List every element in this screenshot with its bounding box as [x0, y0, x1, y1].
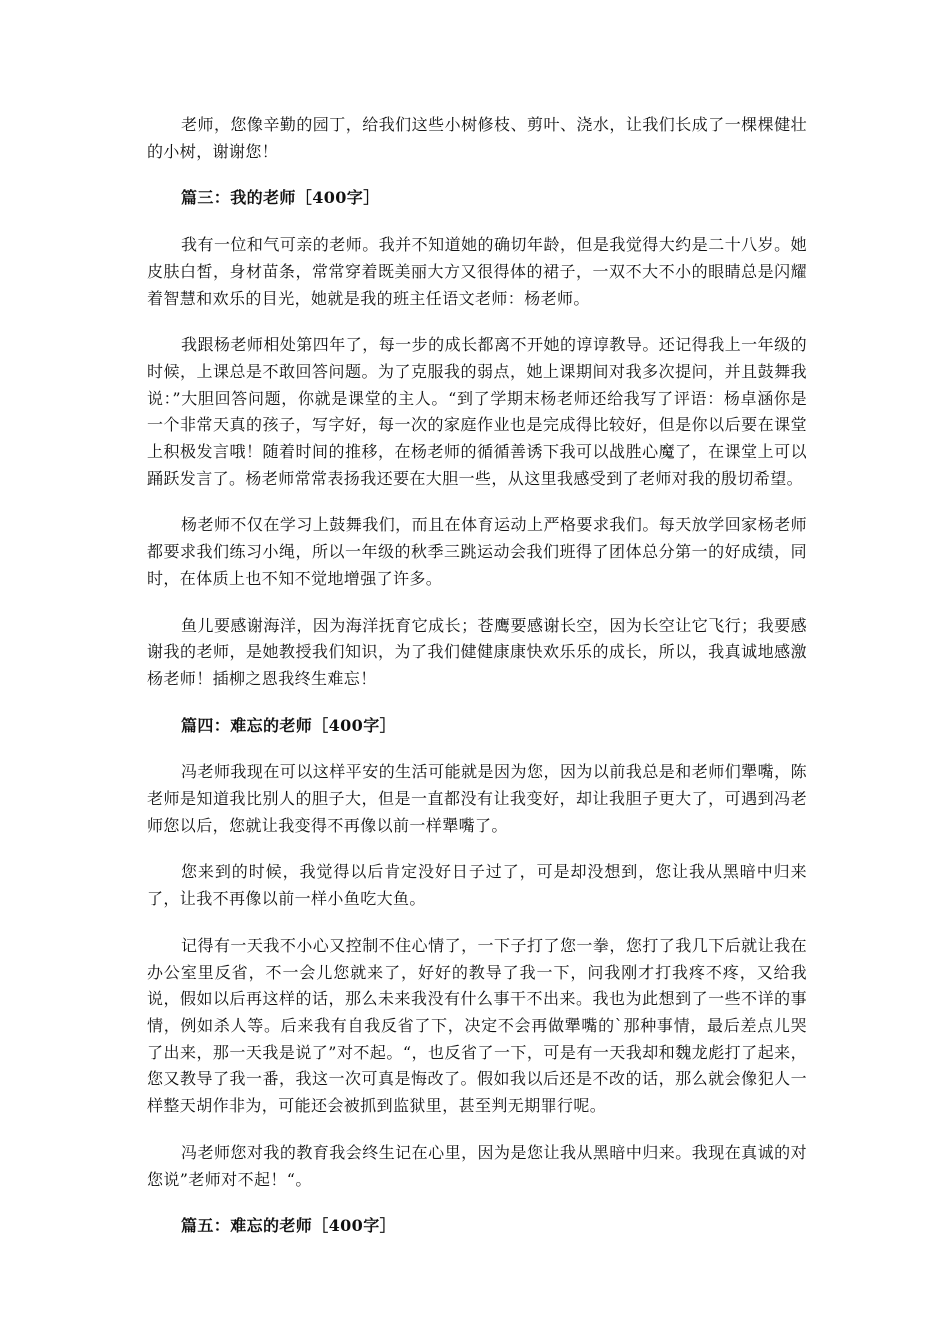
section4-paragraph-1: 冯老师我现在可以这样平安的生活可能就是因为您，因为以前我总是和老师们犟嘴，陈老师是知道我比别人的胆子大，但是一直都没有让我变好，却让我胆子更大了，可遇到冯老师您以后，您就让我变得不再像以前一样犟嘴了。 — [147, 762, 807, 835]
section3-paragraph-2: 我跟杨老师相处第四年了，每一步的成长都离不开她的谆谆教导。还记得我上一年级的时候，上课总是不敢回答问题。为了克服我的弱点，她上课期间对我多次提问，并且鼓舞我说：”大胆回答问题，你就是课堂的主人。“到了学期末杨老师还给我写了评语：杨卓涵你是一个非常天真的孩子，写字好，每一次的家庭作业也是完成得比较好，但是你以后要在课堂上积极发言哦！随着时间的推移，在杨老师的循循善诱下我可以战胜心魔了，在课堂上可以踊跃发言了。杨老师常常表扬我还要在大胆一些，从这里我感受到了老师对我的殷切希望。 — [147, 335, 807, 488]
section-heading-3: 篇三：我的老师［400字］ — [181, 188, 380, 208]
section4-paragraph-2: 您来到的时候，我觉得以后肯定没好日子过了，可是却没想到，您让我从黑暗中归来了，让我不再像以前一样小鱼吃大鱼。 — [147, 862, 807, 909]
section-heading-4: 篇四：难忘的老师［400字］ — [181, 715, 396, 735]
section4-paragraph-4: 冯老师您对我的教育我会终生记在心里，因为是您让我从黑暗中归来。我现在真诚的对您说”老师对不起！“。 — [147, 1142, 807, 1189]
section3-paragraph-3: 杨老师不仅在学习上鼓舞我们，而且在体育运动上严格要求我们。每天放学回家杨老师都要求我们练习小绳，所以一年级的秋季三跳运动会我们班得了团体总分第一的好成绩，同时，在体质上也不知不觉地增强了许多。 — [147, 515, 807, 588]
intro-paragraph: 老师，您像辛勤的园丁，给我们这些小树修枝、剪叶、浇水，让我们长成了一棵棵健壮的小树，谢谢您！ — [147, 115, 807, 161]
section-heading-5: 篇五：难忘的老师［400字］ — [181, 1216, 396, 1236]
section3-paragraph-1: 我有一位和气可亲的老师。我并不知道她的确切年龄，但是我觉得大约是二十八岁。她皮肤白皙，身材苗条，常常穿着既美丽大方又很得体的裙子，一双不大不小的眼睛总是闪耀着智慧和欢乐的目光，她就是我的班主任语文老师：杨老师。 — [147, 235, 807, 308]
section4-paragraph-3: 记得有一天我不小心又控制不住心情了，一下子打了您一拳，您打了我几下后就让我在办公室里反省，不一会儿您就来了，好好的教导了我一下，问我刚才打我疼不疼，又给我说，假如以后再这样的话，那么未来我没有什么事干不出来。我也为此想到了一些不详的事情，例如杀人等。后来我有自我反省了下，决定不会再做犟嘴的`那种事情，最后差点儿哭了出来，那一天我是说了”对不起。“，也反省了一下，可是有一天我却和魏龙彪打了起来，您又教导了我一番，我这一次可真是悔改了。假如我以后还是不改的话，那么就会像犯人一样整天胡作非为，可能还会被抓到监狱里，甚至判无期罪行呢。 — [147, 935, 807, 1116]
section3-paragraph-4: 鱼儿要感谢海洋，因为海洋抚育它成长；苍鹰要感谢长空，因为长空让它飞行；我要感谢我的老师，是她教授我们知识，为了我们健健康康快欢乐乐的成长，所以，我真诚地感激杨老师！插柳之恩我终生难忘！ — [147, 615, 807, 688]
document-page — [147, 112, 807, 1260]
